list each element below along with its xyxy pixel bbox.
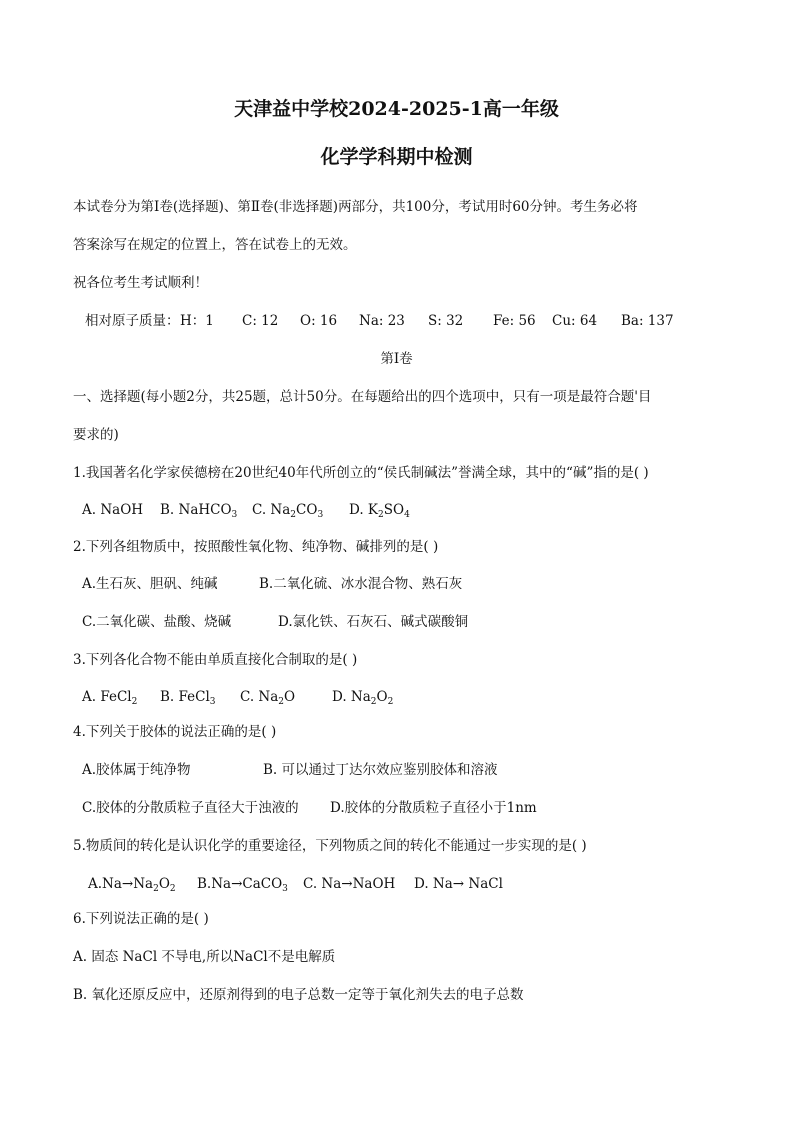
option-a: A.生石灰、胆矾、纯碱 xyxy=(82,576,218,592)
option-b: B. 可以通过丁达尔效应鉴别胶体和溶液 xyxy=(263,762,498,778)
option-b: B. FeCl$_3$ xyxy=(160,689,216,707)
option-a: A. NaOH xyxy=(82,502,144,518)
atomic-mass-item: H：1 xyxy=(180,313,214,329)
option-d: D. $K_2SO_4$ xyxy=(349,502,410,520)
question-stem: 2.下列各组物质中，按照酸性氧化物、纯净物、碱排列的是( ) xyxy=(73,539,439,555)
atomic-mass-item: S: 32 xyxy=(428,313,464,329)
question-stem: 6.下列说法正确的是( ) xyxy=(73,911,209,927)
section-heading: 第Ⅰ卷 xyxy=(380,351,413,367)
question-stem: 3.下列各化合物不能由单质直接化合制取的是( ) xyxy=(73,652,358,668)
atomic-mass-item: Fe: 56 xyxy=(493,313,536,329)
option-a: A.胶体属于纯净物 xyxy=(82,762,191,778)
exam-subtitle: 化学学科期中检测 xyxy=(320,146,473,168)
option-d: D. $Na_2O_2$ xyxy=(332,689,394,707)
atomic-mass-item: O: 16 xyxy=(300,313,338,329)
atomic-mass-item: Ba: 137 xyxy=(621,313,674,329)
question-stem: 4.下列关于胶体的说法正确的是( ) xyxy=(73,724,277,740)
option-c: C. $Na_2O$ xyxy=(240,689,296,707)
atomic-mass-item: Na: 23 xyxy=(359,313,405,329)
option-c: C. $Na_2CO_3$ xyxy=(252,502,324,520)
option-b: B.Na→CaCO$_3$ xyxy=(197,876,288,894)
intro-line-2: 答案涂写在规定的位置上，答在试卷上的无效。 xyxy=(73,237,357,253)
intro-line-3: 祝各位考生考试顺利！ xyxy=(73,275,208,291)
option-a: $A.Na\to Na_2O_2$ xyxy=(88,876,176,894)
option-a: A. 固态 NaCl 不导电,所以NaCl不是电解质 xyxy=(73,949,336,965)
question-stem: 5.物质间的转化是认识化学的重要途径，下列物质之间的转化不能通过一步实现的是( ) xyxy=(73,838,587,854)
section-instructions-1: 一、选择题(每小题2分，共25题，总计50分。在每题给出的四个选项中，只有一项是最符合题'目 xyxy=(73,389,652,405)
intro-line-1: 本试卷分为第Ⅰ卷(选择题)、第Ⅱ卷(非选择题)两部分，共100分，考试用时60分钟。考生务必将 xyxy=(73,199,638,215)
option-d: D.氯化铁、石灰石、碱式碳酸铜 xyxy=(278,614,469,630)
atomic-mass-item: Cu: 64 xyxy=(552,313,598,329)
option-c: C. Na→NaOH xyxy=(303,876,396,892)
option-b: B. NaHCO$_3$ xyxy=(160,502,238,520)
option-d: D.胶体的分散质粒子直径小于1nm xyxy=(330,800,537,816)
section-instructions-2: 要求的) xyxy=(73,427,119,443)
option-d: D. Na→ NaCl xyxy=(414,876,503,892)
question-stem: 1.我国著名化学家侯德榜在20世纪40年代所创立的“侯氏制碱法”誉满全球，其中的“碱”指的是( ) xyxy=(73,465,649,481)
option-c: C.二氧化碳、盐酸、烧碱 xyxy=(82,614,232,630)
option-c: C.胶体的分散质粒子直径大于浊液的 xyxy=(82,800,299,816)
atomic-masses-label: 相对原子质量： xyxy=(85,313,180,329)
option-b: B. 氧化还原反应中，还原剂得到的电子总数一定等于氧化剂失去的电子总数 xyxy=(73,987,524,1003)
exam-title: 天津益中学校2024-2025-1高一年级 xyxy=(234,98,559,120)
atomic-mass-item: C: 12 xyxy=(242,313,279,329)
option-a: A. FeCl$_2$ xyxy=(82,689,138,707)
option-b: B.二氧化硫、冰水混合物、熟石灰 xyxy=(259,576,463,592)
